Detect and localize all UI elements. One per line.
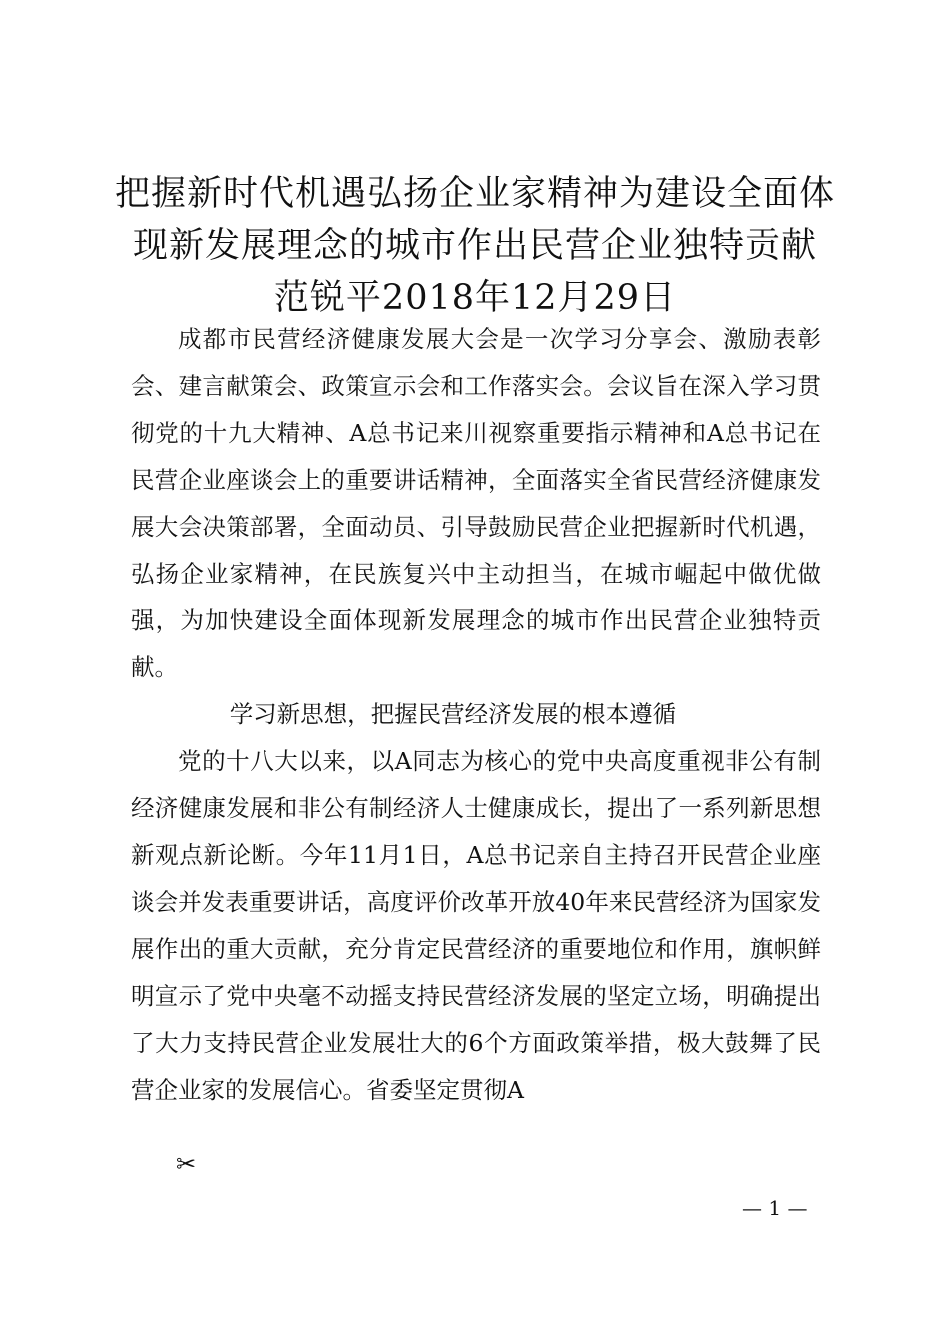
document-body <box>131 316 821 1113</box>
scissors-icon: ✂ <box>176 1150 197 1178</box>
title-line-1: 把握新时代机遇弘扬企业家精神为建设全面体 <box>114 174 835 214</box>
page-number: — 1 — <box>742 1196 808 1220</box>
paragraph-intro: 成都市民营经济健康发展大会是一次学习分享会、激励表彰会、建言献策会、政策宣示会和工作落实会。会议旨在深入学习贯彻党的十九大精神、A总书记来川视察重要指示精神和A总书记在民营企业座谈会上的重要讲话精神，全面落实全省民营经济健康发展大会决策部署，全面动员、引导鼓励民营企业把握新时代机遇，弘扬企业家精神，在民族复兴中主动担当，在城市崛起中做优做强，为加快建设全面体现新发展理念的城市作出民营企业独特贡献。 <box>131 325 821 682</box>
document-title <box>100 168 850 324</box>
paragraph-section-1: 党的十八大以来，以A同志为核心的党中央高度重视非公有制经济健康发展和非公有制经济人士健康成长，提出了一系列新思想新观点新论断。今年11月1日，A总书记亲自主持召开民营企业座谈会并发表重要讲话，高度评价改革开放40年来民营经济为国家发展作出的重大贡献，充分肯定民营经济的重要地位和作用，旗帜鲜明宣示了党中央毫不动摇支持民营经济发展的坚定立场，明确提出了大力支持民营企业发展壮大的6个方面政策举措，极大鼓舞了民营企业家的发展信心。省委坚定贯彻A <box>131 747 821 1104</box>
section-heading: 学习新思想，把握民营经济发展的根本遵循 <box>229 700 677 729</box>
title-line-2: 现新发展理念的城市作出民营企业独特贡献 <box>132 226 817 266</box>
title-byline: 范锐平2018年12月29日 <box>273 278 677 318</box>
